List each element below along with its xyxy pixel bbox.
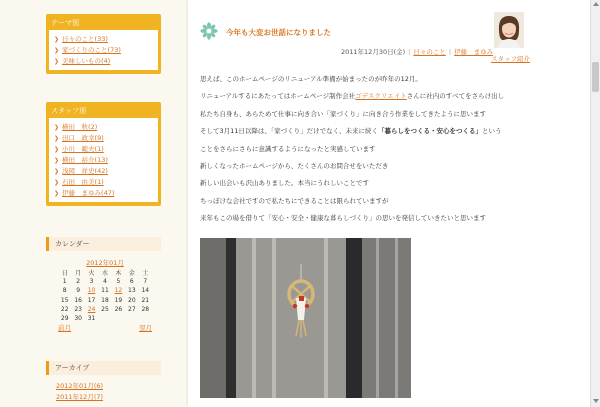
- calendar-week: [58, 314, 152, 323]
- calendar-next-link[interactable]: 翌月: [139, 324, 152, 333]
- calendar-day: [112, 314, 125, 323]
- staff-link[interactable]: 浅岡 祥史(42): [62, 167, 108, 175]
- calendar-week: [58, 305, 152, 314]
- chevron-right-icon: ❯: [54, 146, 60, 153]
- weekday-label: 月: [75, 270, 82, 278]
- theme-box: [46, 14, 161, 74]
- calendar-day: 6: [129, 278, 134, 286]
- theme-list: [54, 34, 155, 67]
- calendar-day: 11: [101, 287, 109, 295]
- staff-link[interactable]: 小川 範夫(1): [62, 145, 104, 153]
- calendar-day: 8: [62, 287, 67, 295]
- weekday-label: 木: [115, 270, 122, 278]
- post-line: 来年もこの場を借りて「安心・安全・健康な暮らしづくり」の思いを発信していきたいと思います: [200, 214, 486, 223]
- chevron-right-icon: ❯: [54, 58, 60, 65]
- weekday-label: 日: [61, 270, 68, 278]
- calendar-grid: [58, 268, 152, 323]
- chevron-right-icon: ❯: [54, 124, 60, 131]
- calendar-day: 16: [74, 296, 82, 304]
- calendar-day: 7: [143, 278, 148, 286]
- calendar-day: [125, 314, 138, 323]
- archive-item[interactable]: [56, 381, 103, 392]
- staff-item[interactable]: [54, 144, 155, 155]
- staff-link[interactable]: 伊藤 まゆみ(47): [62, 189, 115, 197]
- calendar: [58, 258, 152, 333]
- calendar-day: 28: [141, 305, 150, 313]
- staff-item[interactable]: [54, 122, 155, 133]
- post-date: 2011年12月30日(金): [341, 48, 406, 56]
- door-wreath-photo: [200, 238, 411, 398]
- archive-heading: アーカイブ: [46, 361, 161, 375]
- calendar-day: 22: [60, 305, 69, 313]
- calendar-day[interactable]: 12: [114, 287, 123, 295]
- calendar-day: 14: [141, 287, 150, 295]
- calendar-day: 23: [74, 305, 82, 313]
- calendar-day: 17: [87, 296, 96, 304]
- scroll-down-icon[interactable]: [593, 399, 599, 403]
- main-content: [188, 0, 590, 407]
- calendar-day: 2: [76, 278, 81, 286]
- calendar-day: 21: [141, 296, 150, 304]
- post-line: 新しくなったホームページから、たくさんのお問合せをいただき: [200, 161, 389, 170]
- staff-item[interactable]: [54, 188, 155, 199]
- staff-box-title: スタッフ別: [51, 107, 86, 115]
- emphasis-text: 「暮らしをつくる・安心をつくる」: [378, 127, 483, 136]
- calendar-day: 27: [128, 305, 136, 313]
- staff-box: [46, 102, 161, 206]
- staff-item[interactable]: [54, 177, 155, 188]
- scroll-up-icon[interactable]: [593, 2, 599, 6]
- chevron-right-icon: ❯: [54, 190, 60, 197]
- calendar-week: [58, 296, 152, 305]
- calendar-day: 31: [87, 315, 96, 323]
- calendar-day: 29: [60, 315, 69, 323]
- post-line: そして3月11日以降は、「家づくり」だけでなく、未来に続く「暮らしをつくる・安心をつくる」という: [200, 127, 502, 136]
- chevron-right-icon: ❯: [54, 135, 60, 142]
- staff-link[interactable]: 田口 政幸(9): [62, 134, 104, 142]
- post-line: 思えば、このホームページのリニューアル準備が始まったのが昨年の12月。: [200, 75, 422, 83]
- theme-item[interactable]: [54, 56, 155, 67]
- post-line: ことをさらにさらに意識するようになったと実感しています: [200, 144, 376, 153]
- calendar-day: 18: [101, 296, 109, 304]
- post-line: ちっぽけな会社ですので私たちにできることは限られていますが: [200, 196, 389, 205]
- calendar-day: 15: [60, 296, 69, 304]
- post-author-link[interactable]: 伊藤 まゆみ: [454, 48, 494, 56]
- author-avatar[interactable]: [494, 12, 524, 48]
- chevron-right-icon: ❯: [54, 179, 60, 186]
- weekday-label: 土: [142, 270, 149, 278]
- staff-link[interactable]: 石田 由美(1): [62, 178, 104, 186]
- post-line: 新しい出会いも沢山ありました。本当にうれしいことです: [200, 179, 369, 188]
- archive-link[interactable]: 2011年12月(7): [56, 393, 104, 401]
- partner-link[interactable]: ゴデスクリエイト: [355, 92, 407, 101]
- calendar-heading: カレンダー: [46, 237, 161, 251]
- calendar-day: [98, 314, 111, 323]
- staff-item[interactable]: [54, 166, 155, 177]
- post-title: 今年も大変お世話になりました: [226, 28, 331, 37]
- theme-link[interactable]: 日々のこと(33): [62, 35, 108, 43]
- theme-box-title: テーマ別: [51, 19, 79, 27]
- staff-item[interactable]: [54, 133, 155, 144]
- staff-item[interactable]: [54, 155, 155, 166]
- post-line: 私たち自身も、あらためて仕事に向き合い「家づくり」に向き合う作業をしてきたように思います: [200, 109, 486, 118]
- theme-link[interactable]: 家づくりのこと(73): [62, 46, 121, 54]
- calendar-day: [139, 314, 152, 323]
- calendar-prev-link[interactable]: 前月: [58, 324, 71, 333]
- window-scrollbar[interactable]: [590, 0, 600, 407]
- theme-link[interactable]: 美味しいもの(4): [62, 57, 111, 65]
- scroll-thumb[interactable]: [592, 62, 599, 92]
- chevron-right-icon: ❯: [54, 168, 60, 175]
- calendar-day: 5: [116, 278, 121, 286]
- archive-item[interactable]: [56, 392, 103, 403]
- post-meta: 2011年12月30日(金) | 日々のこと | 伊藤 まゆみ: [341, 48, 494, 56]
- calendar-day: 1: [62, 278, 67, 286]
- flower-icon: [200, 22, 218, 40]
- archive-link[interactable]: 2012年01月(6): [56, 382, 104, 390]
- calendar-day: 3: [89, 278, 94, 286]
- archive-list: [56, 381, 103, 403]
- calendar-day: 13: [128, 287, 136, 295]
- calendar-day: 4: [103, 278, 107, 286]
- post-body: [200, 71, 505, 228]
- post-category-link[interactable]: 日々のこと: [413, 48, 446, 56]
- chevron-right-icon: ❯: [54, 157, 60, 164]
- calendar-day: 25: [101, 305, 109, 313]
- chevron-right-icon: ❯: [54, 36, 60, 43]
- staff-link[interactable]: 横田 裕介(13): [62, 156, 108, 164]
- theme-item[interactable]: [54, 34, 155, 45]
- staff-link[interactable]: 横田 秋(2): [62, 123, 98, 131]
- theme-item[interactable]: [54, 45, 155, 56]
- caption-fragment: …: [200, 402, 207, 407]
- calendar-day[interactable]: 24: [87, 305, 96, 313]
- sidebar: [0, 0, 190, 407]
- calendar-month: 2012年01月: [86, 259, 124, 267]
- calendar-day[interactable]: 10: [87, 287, 96, 295]
- author-photo-icon: [494, 12, 524, 48]
- staff-list: [54, 122, 155, 199]
- calendar-week: [58, 286, 152, 295]
- calendar-day: 26: [114, 305, 123, 313]
- calendar-day: 19: [114, 296, 123, 304]
- calendar-day: 20: [128, 296, 136, 304]
- weekday-label: 金: [128, 270, 135, 278]
- calendar-day: 9: [76, 287, 81, 295]
- weekday-label: 水: [101, 270, 108, 278]
- post-line: リニューアルするにあたってはホームページ制作会社ゴデスクリエイトさんに社内のすべてをさらけ出し: [200, 92, 505, 101]
- calendar-week: [58, 277, 152, 286]
- calendar-nav: [58, 323, 152, 333]
- chevron-right-icon: ❯: [54, 47, 60, 54]
- staff-intro-link[interactable]: スタッフ紹介: [491, 55, 530, 63]
- calendar-day: 30: [74, 315, 82, 323]
- weekday-label: 火: [88, 270, 95, 278]
